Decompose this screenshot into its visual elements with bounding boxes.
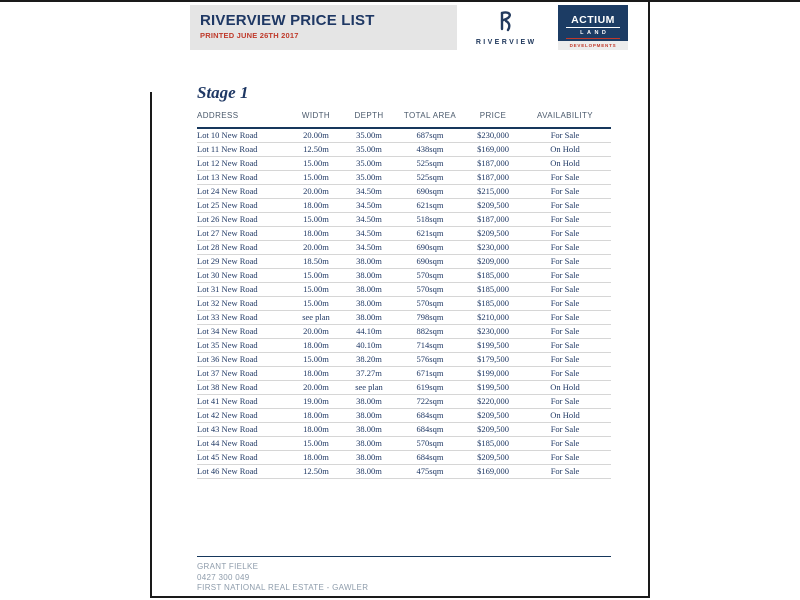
- riverview-logo: [457, 5, 553, 50]
- table-cell: 15.00m: [287, 437, 345, 451]
- table-cell: 34.50m: [345, 185, 393, 199]
- table-cell: 20.00m: [287, 128, 345, 143]
- table-cell: For Sale: [519, 255, 611, 269]
- stage-title: Stage 1: [197, 83, 249, 102]
- table-row: [197, 171, 611, 185]
- table-cell: 35.00m: [345, 157, 393, 171]
- price-table-header-row: [197, 111, 611, 128]
- agent-phone: 0427 300 049: [197, 572, 250, 582]
- table-cell: 38.00m: [345, 311, 393, 325]
- table-cell: 34.50m: [345, 213, 393, 227]
- table-cell: On Hold: [519, 381, 611, 395]
- table-cell: 38.00m: [345, 423, 393, 437]
- table-cell: $230,000: [467, 128, 519, 143]
- table-cell: Lot 12 New Road: [197, 157, 287, 171]
- table-cell: 20.00m: [287, 241, 345, 255]
- table-cell: 38.00m: [345, 297, 393, 311]
- table-cell: $230,000: [467, 241, 519, 255]
- table-row: [197, 367, 611, 381]
- table-cell: For Sale: [519, 353, 611, 367]
- table-cell: For Sale: [519, 339, 611, 353]
- table-cell: Lot 41 New Road: [197, 395, 287, 409]
- agency-name: FIRST NATIONAL REAL ESTATE - GAWLER: [197, 583, 369, 592]
- table-cell: $199,500: [467, 339, 519, 353]
- column-header-depth: DEPTH: [345, 111, 393, 128]
- table-cell: Lot 13 New Road: [197, 171, 287, 185]
- table-row: [197, 465, 611, 479]
- table-cell: For Sale: [519, 325, 611, 339]
- table-cell: $179,500: [467, 353, 519, 367]
- table-cell: On Hold: [519, 157, 611, 171]
- table-cell: 798sqm: [393, 311, 467, 325]
- table-row: [197, 339, 611, 353]
- table-cell: For Sale: [519, 423, 611, 437]
- table-cell: 15.00m: [287, 171, 345, 185]
- table-cell: For Sale: [519, 465, 611, 479]
- table-cell: Lot 34 New Road: [197, 325, 287, 339]
- table-cell: Lot 36 New Road: [197, 353, 287, 367]
- table-cell: $209,500: [467, 423, 519, 437]
- table-cell: $185,000: [467, 437, 519, 451]
- table-cell: For Sale: [519, 227, 611, 241]
- table-row: [197, 395, 611, 409]
- table-cell: 20.00m: [287, 325, 345, 339]
- table-cell: 621sqm: [393, 199, 467, 213]
- footer: [197, 556, 611, 594]
- table-cell: 18.00m: [287, 199, 345, 213]
- table-cell: 18.00m: [287, 367, 345, 381]
- table-cell: 20.00m: [287, 185, 345, 199]
- table-cell: $199,000: [467, 367, 519, 381]
- photo-frame-right: [648, 0, 650, 598]
- table-cell: 38.00m: [345, 255, 393, 269]
- table-row: [197, 269, 611, 283]
- table-row: [197, 409, 611, 423]
- table-cell: $209,500: [467, 409, 519, 423]
- table-row: [197, 199, 611, 213]
- table-cell: 35.00m: [345, 128, 393, 143]
- table-cell: Lot 38 New Road: [197, 381, 287, 395]
- table-cell: Lot 11 New Road: [197, 143, 287, 157]
- table-cell: 15.00m: [287, 269, 345, 283]
- table-cell: On Hold: [519, 409, 611, 423]
- photo-frame-top: [0, 0, 800, 2]
- column-header-width: WIDTH: [287, 111, 345, 128]
- table-row: [197, 325, 611, 339]
- table-cell: $209,000: [467, 255, 519, 269]
- table-cell: 35.00m: [345, 143, 393, 157]
- table-cell: 38.00m: [345, 451, 393, 465]
- column-header-total-area: TOTAL AREA: [393, 111, 467, 128]
- table-cell: 12.50m: [287, 465, 345, 479]
- column-header-address: ADDRESS: [197, 111, 287, 128]
- printed-date: PRINTED JUNE 26TH 2017: [200, 31, 299, 40]
- table-cell: $199,500: [467, 381, 519, 395]
- table-row: [197, 353, 611, 367]
- actium-logo-land: LAND: [566, 30, 620, 39]
- table-cell: $230,000: [467, 325, 519, 339]
- table-cell: 38.00m: [345, 465, 393, 479]
- table-cell: $209,500: [467, 199, 519, 213]
- table-cell: 44.10m: [345, 325, 393, 339]
- table-cell: Lot 44 New Road: [197, 437, 287, 451]
- table-row: [197, 297, 611, 311]
- table-cell: $185,000: [467, 297, 519, 311]
- table-cell: On Hold: [519, 143, 611, 157]
- table-cell: 882sqm: [393, 325, 467, 339]
- table-cell: 34.50m: [345, 241, 393, 255]
- table-row: [197, 423, 611, 437]
- table-cell: Lot 26 New Road: [197, 213, 287, 227]
- table-cell: For Sale: [519, 185, 611, 199]
- table-row: [197, 128, 611, 143]
- table-cell: 714sqm: [393, 339, 467, 353]
- table-cell: Lot 10 New Road: [197, 128, 287, 143]
- table-cell: 15.00m: [287, 353, 345, 367]
- table-cell: $209,500: [467, 451, 519, 465]
- table-cell: Lot 28 New Road: [197, 241, 287, 255]
- table-row: [197, 213, 611, 227]
- table-cell: $185,000: [467, 269, 519, 283]
- table-cell: 684sqm: [393, 409, 467, 423]
- table-cell: Lot 35 New Road: [197, 339, 287, 353]
- table-cell: For Sale: [519, 241, 611, 255]
- table-cell: Lot 30 New Road: [197, 269, 287, 283]
- agent-name: GRANT FIELKE: [197, 562, 259, 571]
- table-row: [197, 157, 611, 171]
- riverview-logo-text: RIVERVIEW: [475, 38, 537, 46]
- table-cell: $169,000: [467, 465, 519, 479]
- column-header-price: PRICE: [467, 111, 519, 128]
- table-cell: For Sale: [519, 437, 611, 451]
- table-cell: 38.00m: [345, 437, 393, 451]
- title-block: [190, 5, 457, 50]
- table-cell: 690sqm: [393, 185, 467, 199]
- table-cell: For Sale: [519, 171, 611, 185]
- table-cell: Lot 31 New Road: [197, 283, 287, 297]
- table-cell: 12.50m: [287, 143, 345, 157]
- table-cell: 619sqm: [393, 381, 467, 395]
- table-cell: Lot 27 New Road: [197, 227, 287, 241]
- table-cell: 15.00m: [287, 283, 345, 297]
- table-cell: 18.50m: [287, 255, 345, 269]
- table-cell: 35.00m: [345, 171, 393, 185]
- table-cell: 40.10m: [345, 339, 393, 353]
- table-cell: $220,000: [467, 395, 519, 409]
- price-table: [197, 111, 611, 479]
- riverview-r-mark-icon: [493, 10, 517, 37]
- table-cell: $187,000: [467, 157, 519, 171]
- photo-frame-bottom: [150, 596, 650, 598]
- table-cell: 18.00m: [287, 451, 345, 465]
- table-row: [197, 451, 611, 465]
- table-cell: 38.00m: [345, 409, 393, 423]
- actium-logo-name: ACTIUM: [566, 14, 620, 28]
- table-cell: For Sale: [519, 283, 611, 297]
- table-cell: 621sqm: [393, 227, 467, 241]
- table-row: [197, 381, 611, 395]
- table-cell: see plan: [345, 381, 393, 395]
- table-cell: 20.00m: [287, 381, 345, 395]
- table-cell: 525sqm: [393, 157, 467, 171]
- table-cell: 18.00m: [287, 339, 345, 353]
- table-cell: Lot 45 New Road: [197, 451, 287, 465]
- table-row: [197, 311, 611, 325]
- table-cell: Lot 42 New Road: [197, 409, 287, 423]
- table-cell: 671sqm: [393, 367, 467, 381]
- table-cell: 684sqm: [393, 423, 467, 437]
- table-cell: Lot 46 New Road: [197, 465, 287, 479]
- table-row: [197, 241, 611, 255]
- actium-logo-developments: DEVELOPMENTS: [558, 41, 628, 50]
- table-cell: Lot 32 New Road: [197, 297, 287, 311]
- table-cell: $209,500: [467, 227, 519, 241]
- table-cell: 15.00m: [287, 157, 345, 171]
- table-cell: $169,000: [467, 143, 519, 157]
- table-cell: For Sale: [519, 311, 611, 325]
- photo-frame-left: [150, 92, 152, 598]
- table-cell: For Sale: [519, 269, 611, 283]
- table-cell: 38.00m: [345, 395, 393, 409]
- table-cell: 475sqm: [393, 465, 467, 479]
- table-cell: 687sqm: [393, 128, 467, 143]
- table-cell: 18.00m: [287, 423, 345, 437]
- table-cell: 684sqm: [393, 451, 467, 465]
- table-cell: see plan: [287, 311, 345, 325]
- table-cell: Lot 29 New Road: [197, 255, 287, 269]
- table-cell: 15.00m: [287, 297, 345, 311]
- table-cell: Lot 33 New Road: [197, 311, 287, 325]
- table-cell: 690sqm: [393, 241, 467, 255]
- column-header-availability: AVAILABILITY: [519, 111, 611, 128]
- table-cell: 518sqm: [393, 213, 467, 227]
- actium-logo: [558, 5, 628, 50]
- table-cell: 38.20m: [345, 353, 393, 367]
- table-cell: 525sqm: [393, 171, 467, 185]
- table-cell: 37.27m: [345, 367, 393, 381]
- table-cell: 570sqm: [393, 269, 467, 283]
- document-title: RIVERVIEW PRICE LIST: [200, 12, 375, 29]
- table-row: [197, 143, 611, 157]
- table-cell: 570sqm: [393, 437, 467, 451]
- table-row: [197, 185, 611, 199]
- table-cell: For Sale: [519, 367, 611, 381]
- table-cell: 15.00m: [287, 213, 345, 227]
- table-cell: $215,000: [467, 185, 519, 199]
- table-cell: For Sale: [519, 297, 611, 311]
- table-cell: For Sale: [519, 128, 611, 143]
- table-cell: Lot 43 New Road: [197, 423, 287, 437]
- table-cell: 570sqm: [393, 283, 467, 297]
- table-cell: $187,000: [467, 213, 519, 227]
- price-table-container: [197, 111, 611, 479]
- table-cell: 438sqm: [393, 143, 467, 157]
- document-header: [190, 5, 628, 50]
- table-cell: $187,000: [467, 171, 519, 185]
- table-cell: 38.00m: [345, 283, 393, 297]
- table-cell: For Sale: [519, 213, 611, 227]
- table-cell: 18.00m: [287, 409, 345, 423]
- table-cell: $210,000: [467, 311, 519, 325]
- table-row: [197, 227, 611, 241]
- table-cell: 19.00m: [287, 395, 345, 409]
- table-cell: 576sqm: [393, 353, 467, 367]
- table-cell: 38.00m: [345, 269, 393, 283]
- table-cell: 34.50m: [345, 227, 393, 241]
- table-cell: For Sale: [519, 395, 611, 409]
- table-cell: 570sqm: [393, 297, 467, 311]
- table-cell: Lot 25 New Road: [197, 199, 287, 213]
- table-cell: Lot 24 New Road: [197, 185, 287, 199]
- table-cell: $185,000: [467, 283, 519, 297]
- table-cell: For Sale: [519, 451, 611, 465]
- table-cell: 690sqm: [393, 255, 467, 269]
- table-row: [197, 255, 611, 269]
- table-cell: 722sqm: [393, 395, 467, 409]
- table-row: [197, 437, 611, 451]
- table-row: [197, 283, 611, 297]
- table-cell: 18.00m: [287, 227, 345, 241]
- table-cell: Lot 37 New Road: [197, 367, 287, 381]
- table-cell: For Sale: [519, 199, 611, 213]
- table-cell: 34.50m: [345, 199, 393, 213]
